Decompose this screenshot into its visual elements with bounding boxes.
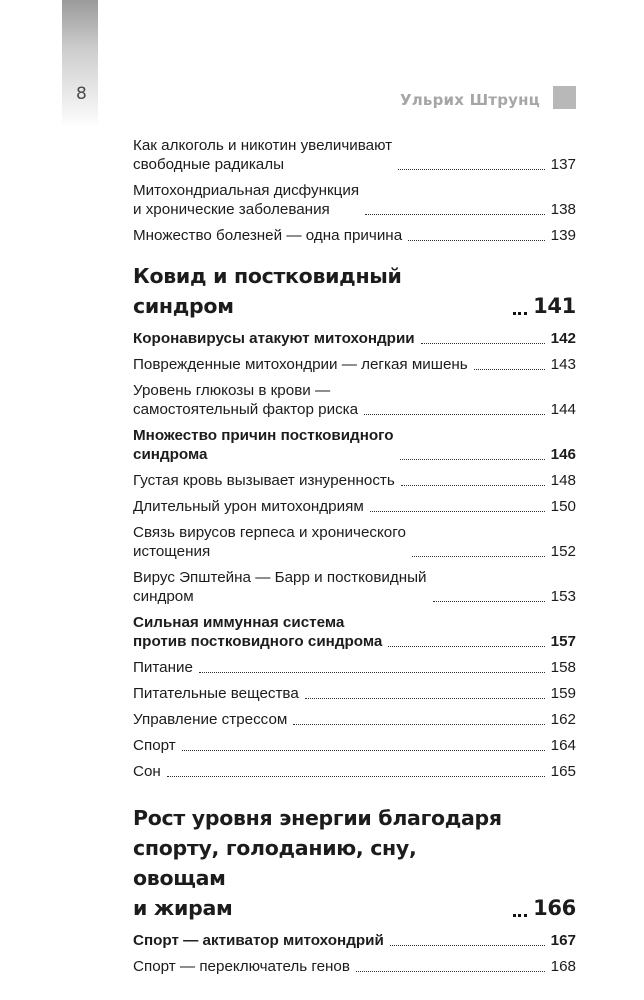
dot-leader: [401, 485, 545, 486]
toc-entry-page: 139: [550, 227, 576, 244]
toc-entry-page: 153: [550, 588, 576, 605]
toc-entry-page: 167: [550, 932, 576, 949]
toc-entry: [133, 136, 576, 174]
toc-entry: [133, 471, 576, 490]
toc-entry: [133, 684, 576, 703]
toc-entry: [133, 226, 576, 245]
dot-leader: [305, 698, 545, 699]
toc-entry-page: 164: [550, 737, 576, 754]
toc-entry-title: Питательные вещества: [133, 685, 299, 702]
page-edge-tab: [62, 0, 98, 128]
toc-entry-page: 162: [550, 711, 576, 728]
dot-leader: [364, 414, 545, 415]
toc-entry-title: Множество болезней — одна причина: [133, 227, 403, 244]
toc-entry-title: Сильная иммунная система против постковидного синдрома: [133, 614, 383, 650]
toc-entry-page: 158: [550, 659, 576, 676]
toc-entry: [133, 658, 576, 677]
toc-entry-page: 138: [550, 201, 576, 218]
toc-entry-page: 159: [550, 685, 576, 702]
toc-entry-page: 144: [550, 401, 576, 418]
dot-leader: [513, 312, 527, 315]
toc-entry-title: Множество причин постковидного синдрома: [133, 427, 394, 463]
toc-entry-page: 141: [533, 294, 576, 318]
toc-entry: [133, 381, 576, 419]
table-of-contents: [133, 136, 576, 983]
toc-entry-title: Сон: [133, 763, 161, 780]
dot-leader: [365, 214, 545, 215]
toc-chapter-entry: [133, 261, 576, 321]
dot-leader: [513, 914, 527, 917]
toc-entry-page: 146: [550, 446, 576, 463]
toc-entry-title: Уровень глюкозы в крови — самостоятельный фактор риска: [133, 382, 359, 418]
toc-entry-title: Ковид и постковидный синдром: [133, 264, 402, 318]
toc-entry-title: Рост уровня энергии благодаря спорту, голоданию, сну, овощам и жирам: [133, 806, 502, 920]
toc-entry: [133, 523, 576, 561]
toc-entry-page: 157: [550, 633, 576, 650]
toc-entry: [133, 957, 576, 976]
toc-entry-page: 150: [550, 498, 576, 515]
toc-entry-title: Спорт: [133, 737, 176, 754]
dot-leader: [398, 169, 545, 170]
toc-entry: [133, 181, 576, 219]
toc-entry-title: Коронавирусы атакуют митохондрии: [133, 330, 415, 347]
toc-entry-title: Спорт — активатор митохондрий: [133, 932, 384, 949]
toc-entry-title: Как алкоголь и никотин увеличивают свободные радикалы: [133, 137, 393, 173]
dot-leader: [370, 511, 545, 512]
toc-entry-page: 137: [550, 156, 576, 173]
toc-entry: [133, 762, 576, 781]
toc-entry-title: Вирус Эпштейна — Барр и постковидный синдром: [133, 569, 427, 605]
toc-entry-title: Поврежденные митохондрии — легкая мишень: [133, 356, 468, 373]
toc-entry: [133, 736, 576, 755]
toc-section-entry: [133, 613, 576, 651]
running-head: Ульрих Штрунц: [399, 91, 540, 109]
toc-entry: [133, 568, 576, 606]
toc-entry-page: 143: [550, 356, 576, 373]
toc-entry-title: Питание: [133, 659, 193, 676]
dot-leader: [182, 750, 545, 751]
toc-entry: [133, 355, 576, 374]
dot-leader: [474, 369, 545, 370]
page-number: 8: [76, 84, 87, 104]
toc-entry-title: Густая кровь вызывает изнуренность: [133, 472, 395, 489]
toc-section-entry: [133, 426, 576, 464]
dot-leader: [421, 343, 545, 344]
toc-entry-title: Спорт — переключатель генов: [133, 958, 350, 975]
toc-entry-title: Длительный урон митохондриям: [133, 498, 364, 515]
toc-section-entry: [133, 931, 576, 950]
dot-leader: [433, 601, 545, 602]
dot-leader: [408, 240, 545, 241]
dot-leader: [293, 724, 544, 725]
dot-leader: [390, 945, 545, 946]
toc-entry-page: 152: [550, 543, 576, 560]
toc-entry-page: 148: [550, 472, 576, 489]
dot-leader: [412, 556, 545, 557]
toc-section-entry: [133, 329, 576, 348]
toc-entry-title: Связь вирусов герпеса и хронического истощения: [133, 524, 406, 560]
dot-leader: [400, 459, 545, 460]
running-head-square: [553, 86, 576, 109]
toc-entry-page: 168: [550, 958, 576, 975]
dot-leader: [199, 672, 545, 673]
toc-entry: [133, 710, 576, 729]
dot-leader: [388, 646, 544, 647]
toc-chapter-entry: [133, 803, 576, 923]
dot-leader: [356, 971, 545, 972]
dot-leader: [167, 776, 545, 777]
toc-entry-page: 142: [550, 330, 576, 347]
toc-entry-title: Митохондриальная дисфункция и хронические заболевания: [133, 182, 360, 218]
toc-entry-title: Управление стрессом: [133, 711, 288, 728]
toc-entry-page: 165: [550, 763, 576, 780]
toc-entry-page: 166: [533, 896, 576, 920]
toc-entry: [133, 497, 576, 516]
